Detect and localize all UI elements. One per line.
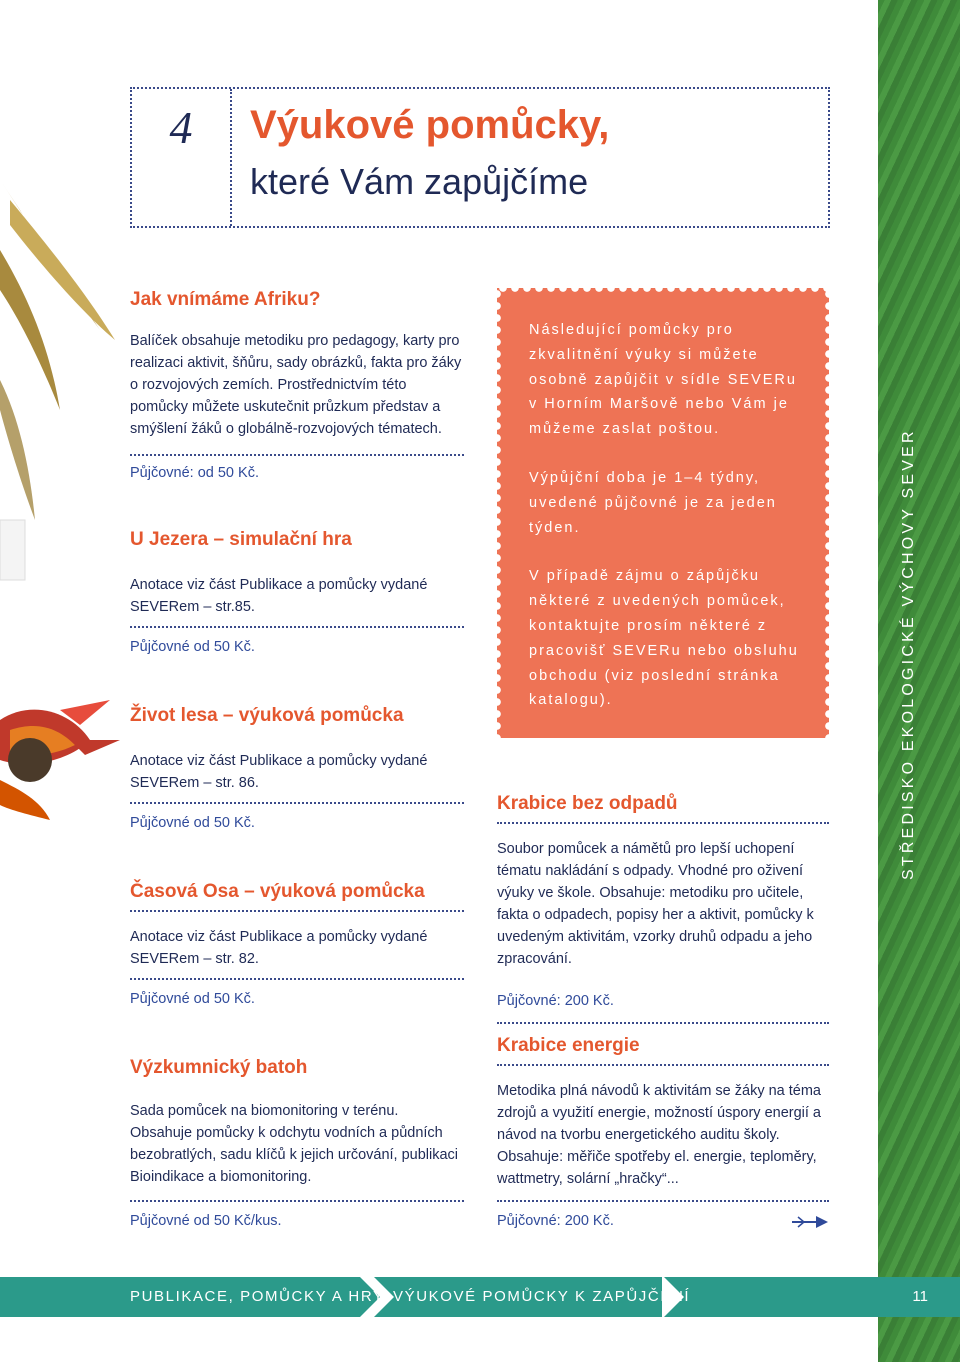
dotted-divider: [497, 1022, 829, 1024]
dotted-divider: [130, 454, 464, 456]
product-heading: Jak vnímáme Afriku?: [130, 289, 321, 310]
product-price: Půjčovné: 200 Kč.: [497, 993, 614, 1009]
product-price: Půjčovné od 50 Kč.: [130, 815, 255, 831]
footer-nav: [0, 1277, 960, 1317]
product-item: [130, 288, 464, 484]
loan-info-box: [497, 288, 829, 738]
loan-info-period: Výpůjční doba je 1–4 týdny, uvedené půjčovné je za jeden týden.: [529, 469, 777, 536]
product-description: Anotace viz část Publikace a pomůcky vydané SEVERem – str. 86.: [130, 753, 428, 791]
footer-label-publications: PUBLIKACE, POMŮCKY A HRY: [130, 1288, 385, 1305]
side-band-text: STŘEDISKO EKOLOGICKÉ VÝCHOVY SEVER: [900, 428, 917, 880]
page-title: Výukové pomůcky,: [250, 103, 610, 147]
plant-illustration: [0, 0, 140, 1100]
product-price: Půjčovné od 50 Kč.: [130, 639, 255, 655]
dotted-divider: [130, 626, 464, 628]
product-heading: Život lesa – výuková pomůcka: [130, 705, 404, 726]
loan-info-intro: Následující pomůcky pro zkvalitnění výuky si můžete osobně zapůjčit v sídle SEVERu v Horním Maršově nebo Vám je můžeme zaslat poštou.: [529, 322, 797, 438]
loan-info-contact: V případě zájmu o zápůjčku některé z uvedených pomůcek, kontaktujte prosím některé z pracovišť SEVERu nebo obsluhu obchodu (viz poslední stránka katalogu).: [529, 568, 799, 709]
product-heading: Krabice energie: [497, 1035, 640, 1056]
chapter-number: 4: [169, 102, 193, 153]
product-description: Anotace viz část Publikace a pomůcky vydané SEVERem – str. 82.: [130, 929, 428, 967]
continue-arrow-icon: [792, 1215, 830, 1229]
product-description: Metodika plná návodů k aktivitám se žáky na téma zdrojů a využití energie, možností úspory energií a návod na tvorbu energetického auditu školy. Obsahuje: měřiče spotřeby el. energie, teploměry, wattmetry, solární „hračky“...: [497, 1083, 821, 1187]
product-price: Půjčovné: od 50 Kč.: [130, 465, 259, 481]
page-number: 11: [912, 1288, 928, 1305]
product-description: Soubor pomůcek a námětů pro lepší uchopení tématu nakládání s odpady. Vhodné pro oživení výuky ve škole. Obsahuje: metodiku pro učitele, fakta o odpadech, popisy her a aktivit, pomůcky k uvedeným aktivitám, vzorky druhů odpadu a jeho zpracování.: [497, 841, 814, 967]
product-description: Balíček obsahuje metodiku pro pedagogy, karty pro realizaci aktivit, šňůru, sady obrázků, fakta pro žáky o rozvojových zemích. Prostřednictvím této pomůcky můžete uskutečnit průzkum představ a smýšlení žáků o globálně-rozvojových tématech.: [130, 333, 462, 437]
product-heading: U Jezera – simulační hra: [130, 529, 352, 550]
footer-label-loans: VÝUKOVÉ POMŮCKY K ZAPŮJČENÍ: [393, 1288, 691, 1305]
product-item: [130, 880, 464, 1010]
product-item: [497, 1034, 829, 1232]
product-heading: Krabice bez odpadů: [497, 793, 678, 814]
page-subtitle: které Vám zapůjčíme: [250, 161, 589, 202]
product-heading: Výzkumnický batoh: [130, 1057, 308, 1078]
dotted-divider: [130, 978, 464, 980]
dotted-divider: [130, 910, 464, 912]
product-item: [130, 704, 464, 834]
title-divider: [230, 89, 232, 226]
product-price: Půjčovné od 50 Kč.: [130, 991, 255, 1007]
title-box: [130, 87, 830, 228]
product-item: [130, 528, 464, 658]
dotted-divider: [497, 1064, 829, 1066]
product-item: [130, 1056, 464, 1232]
product-price: Půjčovné od 50 Kč/kus.: [130, 1213, 282, 1229]
product-heading: Časová Osa – výuková pomůcka: [130, 881, 425, 902]
dotted-divider: [130, 1200, 464, 1202]
product-description: Sada pomůcek na biomonitoring v terénu. Obsahuje pomůcky k odchytu vodních a půdních bezobratlých, sadu klíčů k jejich určování, publikaci Bioindikace a biomonitoring.: [130, 1103, 459, 1185]
product-item: [497, 792, 829, 1024]
dotted-divider: [130, 802, 464, 804]
dotted-divider: [497, 1200, 829, 1202]
dotted-divider: [497, 822, 829, 824]
side-band: [878, 0, 960, 1362]
product-price: Půjčovné: 200 Kč.: [497, 1213, 614, 1229]
product-description: Anotace viz část Publikace a pomůcky vydané SEVERem – str.85.: [130, 577, 428, 615]
